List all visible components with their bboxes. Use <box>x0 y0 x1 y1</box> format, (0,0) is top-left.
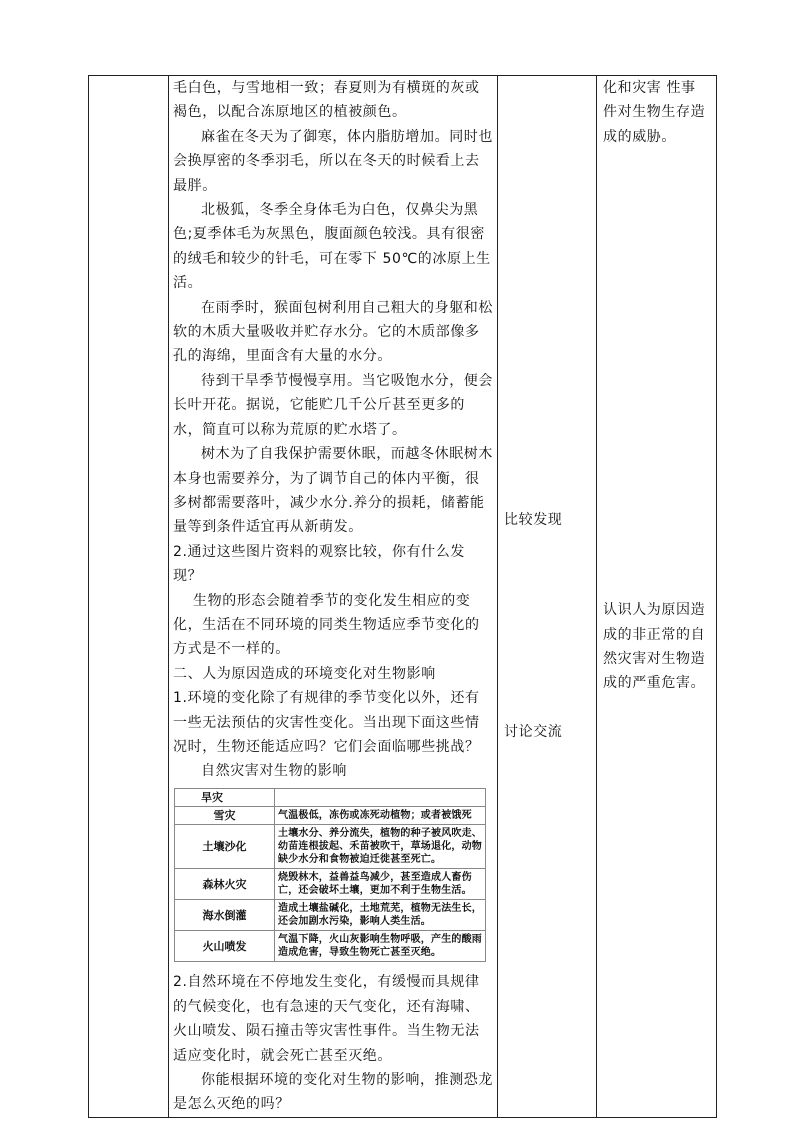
intent-human-disaster: 认识人为原因造成的非正常的自然灾害对生物造成的严重危害。 <box>603 602 706 692</box>
teaching-content-cell <box>169 76 498 1118</box>
section-heading-human-causes: 二、人为原因造成的环境变化对生物影响 <box>173 665 436 682</box>
disaster-name: 森林火灾 <box>175 869 275 900</box>
activity-discuss-exchange: 讨论交流 <box>504 724 563 741</box>
design-intent-cell <box>597 76 717 1118</box>
table-row <box>175 900 486 931</box>
paragraph-sparrow: 麻雀在冬天为了御寒，体内脂肪增加。同时也会换厚密的冬季羽毛，所以在冬天的时候看上去最胖。 <box>173 128 493 194</box>
question-disaster-adapt: 1.环境的变化除了有规律的季节变化以外，还有一些无法预估的灾害性变化。当出现下面这些情况时，生物还能适应吗？它们会面临哪些挑战？ <box>173 690 480 755</box>
table-row <box>175 789 486 807</box>
disaster-table-caption: 自然灾害对生物的影响 <box>201 763 347 780</box>
paragraph-baobab-dry: 待到干旱季节慢慢享用。当它吸饱水分，便会长叶开花。据说，它能贮几千公斤甚至更多的水，简直可以称为荒原的贮水塔了。 <box>173 372 493 438</box>
disaster-name: 雪灾 <box>175 807 275 825</box>
question-observe-compare: 2.通过这些图片资料的观察比较，你有什么发现？ <box>173 543 465 585</box>
disaster-effect: 气温极低，冻伤或冻死动植物；或者被饿死 <box>275 807 486 825</box>
table-row <box>175 807 486 825</box>
disaster-effects-table <box>174 788 486 962</box>
table-row <box>175 825 486 869</box>
disaster-effect: 烧毁林木，益兽益鸟减少，甚至造成人畜伤亡，还会破坏土壤，更加不利于生物生活。 <box>275 869 486 900</box>
student-activity-cell <box>498 76 597 1118</box>
paragraph-tree-dormancy: 树木为了自我保护需要休眠，而越冬休眠树木本身也需要养分，为了调节自己的体内平衡，很多树都需要落叶，减少水分.养分的损耗，储蓄能量等到条件适宜再从新萌发。 <box>173 446 493 536</box>
disaster-effect: 气温下降，火山灰影响生物呼吸，产生的酸雨造成危害，导致生物死亡甚至灭绝。 <box>275 931 486 962</box>
paragraph-arctic-fox: 北极狐，冬季全身体毛为白色，仅鼻尖为黑色;夏季体毛为灰黑色，腹面颜色较浅。具有很密的绒毛和较少的针毛，可在零下 50℃的冰原上生活。 <box>173 202 491 292</box>
disaster-effect: 造成土壤盐碱化，土地荒芜，植物无法生长，还会加剧水污染，影响人类生活。 <box>275 900 486 931</box>
activity-compare-discover: 比较发现 <box>504 512 563 528</box>
lesson-plan-table <box>88 75 717 1118</box>
paragraph-arctic-animal: 毛白色，与雪地相一致；春夏则为有横斑的灰或褐色，以配合冻原地区的植被颜色。 <box>173 80 480 121</box>
table-row <box>175 931 486 962</box>
disaster-name: 火山喷发 <box>175 931 275 962</box>
paragraph-baobab-rainy: 在雨季时，猴面包树利用自己粗大的身躯和松软的木质大量吸收并贮存水分。它的木质部像多孔的海绵，里面含有大量的水分。 <box>173 299 493 365</box>
disaster-name: 旱灾 <box>175 789 275 807</box>
blank-column-cell <box>89 76 169 1118</box>
question-dinosaur-extinction: 你能根据环境的变化对生物的影响，推测恐龙是怎么灭绝的吗？ <box>173 1072 493 1113</box>
table-row <box>175 869 486 900</box>
disaster-effect <box>275 789 486 807</box>
paragraph-conclusion: 生物的形态会随着季节的变化发生相应的变化，生活在不同环境的同类生物适应季节变化的方式是不一样的。 <box>173 592 480 658</box>
disaster-effect: 土壤水分、养分流失，植物的种子被风吹走、幼苗连根拔起、禾苗被吹干，草场退化，动物缺少水分和食物被迫迁徙甚至死亡。 <box>275 825 486 869</box>
disaster-name: 海水倒灌 <box>175 900 275 931</box>
intent-disaster-threat: 化和灾害 性事件对生物生存造成的威胁。 <box>603 80 706 145</box>
paragraph-natural-change: 2.自然环境在不停地发生变化，有缓慢而具规律的气候变化，也有急速的天气变化，还有海啸、火山喷发、陨石撞击等灾害性事件。当生物无法适应变化时，就会死亡甚至灭绝。 <box>173 974 480 1064</box>
disaster-name: 土壤沙化 <box>175 825 275 869</box>
